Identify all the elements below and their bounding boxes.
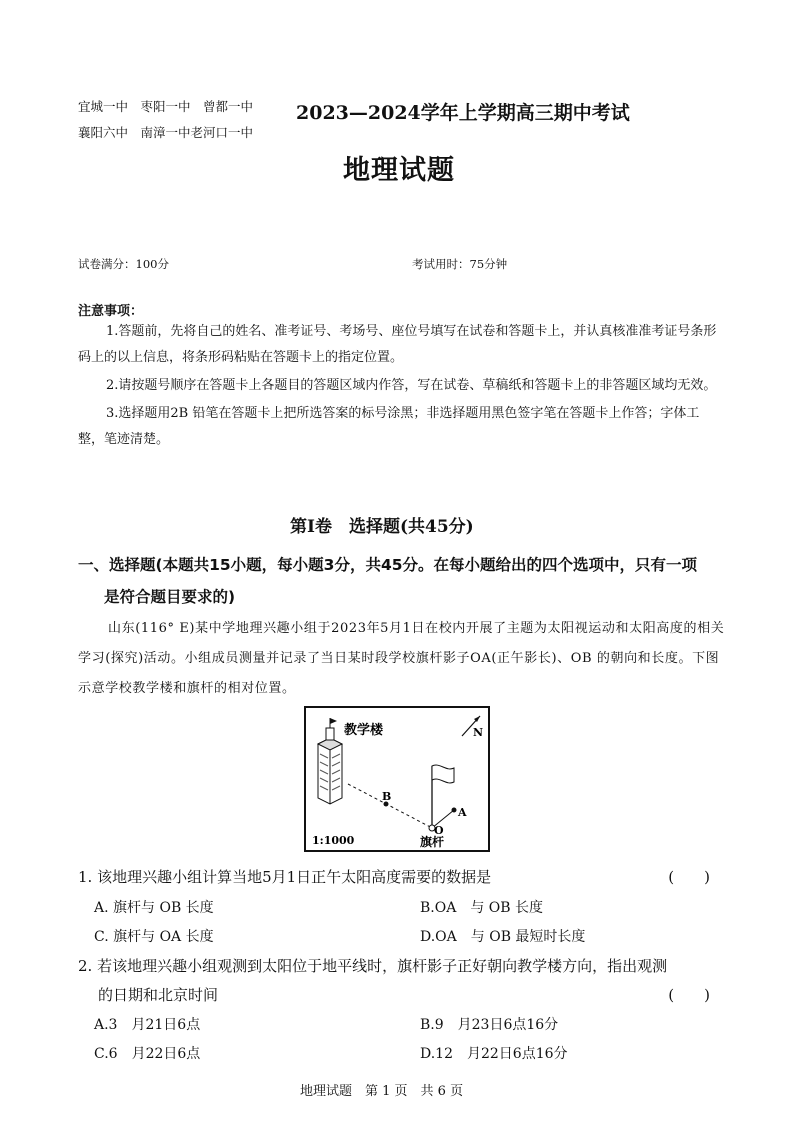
point-b-label: B — [382, 790, 392, 803]
option-d: D.12 月22日6点16分 — [420, 1046, 568, 1062]
option-d: D.OA 与 OB 最短时长度 — [420, 929, 586, 945]
notice-list — [78, 319, 718, 455]
option-b: B.OA 与 OB 长度 — [420, 900, 543, 916]
option-b: B.9 月23日6点16分 — [420, 1017, 559, 1033]
pole-label: 旗杆 — [420, 835, 445, 849]
question-1 — [78, 866, 718, 887]
point-a-label: A — [458, 806, 467, 819]
north-label: N — [473, 726, 484, 739]
question-2-continued — [98, 984, 718, 1005]
option-a: A. 旗杆与 OB 长度 — [94, 900, 214, 916]
notice-item: 3.选择题用2B 铅笔在答题卡上把所选答案的标号涂黑；非选择题用黑色签字笔在答题卡上作答；字体工整，笔迹清楚。 — [78, 406, 700, 447]
school-list — [78, 94, 253, 146]
answer-paren: ( ) — [668, 868, 710, 886]
section-heading — [78, 549, 728, 613]
point-o-label: O — [434, 824, 444, 837]
school-diagram — [304, 706, 490, 852]
question-stem-text: 山东(116° E)某中学地理兴趣小组于2023年5月1日在校内开展了主题为太阳视运动和太阳高度的相关学习(探究)活动。小组成员测量并记录了当日某时段学校旗杆影子OA(正午影长)、OB 的朝向和长度。下图示意学校教学楼和旗杆的相对位置。 — [78, 621, 725, 696]
subject-title: 地理试题 — [343, 155, 455, 186]
full-score: 试卷满分：100分 — [78, 257, 169, 271]
part-title: 第Ⅰ卷 选择题(共45分) — [290, 517, 474, 537]
section-heading-line-1: 一、选择题(本题共15小题，每小题3分，共45分。在每小题给出的四个选项中，只有一项 — [78, 556, 698, 574]
option-c: C.6 月22日6点 — [94, 1046, 201, 1062]
notice-item: 1.答题前，先将自己的姓名、准考证号、考场号、座位号填写在试卷和答题卡上，并认真核准准考证号条形码上的以上信息，将条形码粘贴在答题卡上的指定位置。 — [78, 324, 717, 365]
page-footer: 地理试题 第 1 页 共 6 页 — [300, 1084, 464, 1099]
scale-label: 1:1000 — [312, 834, 355, 847]
building-label: 教学楼 — [344, 723, 384, 738]
exam-duration: 考试用时：75分钟 — [412, 257, 508, 271]
question-1-stem: 1. 该地理兴趣小组计算当地5月1日正午太阳高度需要的数据是 — [78, 868, 492, 886]
notice-heading: 注意事项： — [78, 304, 144, 319]
question-stem — [78, 614, 726, 704]
notice-item: 2.请按题号顺序在答题卡上各题目的答题区域内作答，写在试卷、草稿纸和答题卡上的非答题区域均无效。 — [106, 378, 717, 393]
question-2-stem-line-2: 的日期和北京时间 — [98, 986, 219, 1004]
option-a: A.3 月21日6点 — [94, 1017, 201, 1033]
section-heading-line-2: 是符合题目要求的) — [104, 588, 236, 606]
question-2 — [78, 955, 718, 976]
school-list-line-1: 宜城一中 枣阳一中 曾都一中 — [78, 99, 254, 114]
answer-paren: ( ) — [668, 986, 710, 1004]
point-a — [452, 808, 457, 813]
exam-title: 2023—2024学年上学期高三期中考试 — [296, 102, 630, 124]
school-diagram-svg — [304, 706, 490, 852]
school-list-line-2: 襄阳六中 南漳一中老河口一中 — [78, 125, 254, 140]
question-2-stem: 2. 若该地理兴趣小组观测到太阳位于地平线时，旗杆影子正好朝向教学楼方向，指出观测 — [78, 957, 668, 975]
option-c: C. 旗杆与 OA 长度 — [94, 929, 214, 945]
